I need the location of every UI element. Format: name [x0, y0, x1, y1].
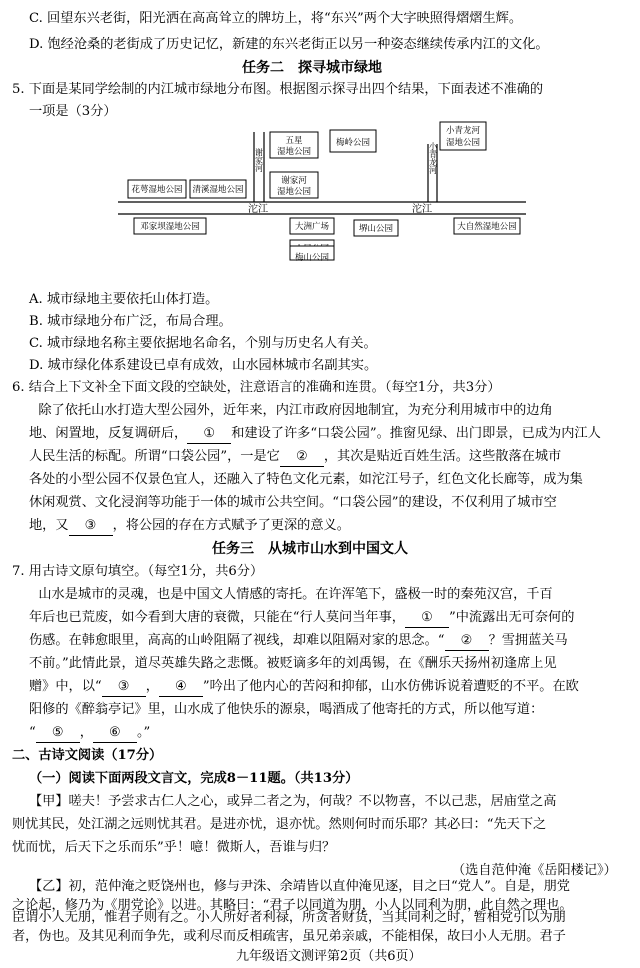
section2-title: 二、古诗文阅读（17分）	[12, 748, 163, 763]
qingxi-label: 清溪湿地公园	[192, 185, 244, 195]
xiejiahe-label-2: 湿地公园	[276, 187, 312, 197]
meishan-label: 梅山公园	[294, 253, 330, 262]
xiaoqinglong-label-1: 小青龙河	[445, 126, 481, 136]
section2-subtitle: （一）阅读下面两段文言文，完成8－11题。（共13分）	[29, 771, 359, 786]
xiejiahe-label-1: 谢家河	[281, 176, 307, 186]
green-space-map	[118, 120, 526, 262]
q5-line2: 一项是（3分）	[29, 104, 117, 119]
page-footer: 九年级语文测评第2页（共6页）	[236, 949, 422, 964]
xiaoqinglonghe-label: 小青龙河	[428, 142, 438, 174]
q6-title: 6. 结合上下文补全下面文段的空缺处，注意语言的准确和连贯。（每空1分，共3分）	[12, 380, 501, 395]
q6-blank-3: ③	[69, 517, 113, 536]
q6-line4: 各处的小型公园不仅景色宜人，还融入了特色文化元素，如沱江号子，红色文化长廊等，成为集	[29, 472, 583, 487]
q6-blank-1: ①	[187, 425, 231, 444]
q7-line2: 年后也已荒废，如今看到大唐的衰微，只能在“行人莫问当年事， ① ”中流露出无可奈何的	[29, 609, 574, 627]
q7-line3: 伤感。在韩愈眼里，高高的山岭阻隔了视线，却难以阻隔对家的思念。“ ② ？雪拥蓝关马	[29, 632, 568, 650]
q7-line7: “ ⑤ ， ⑥ 。”	[29, 724, 150, 742]
task2-title: 任务二 探寻城市绿地	[242, 60, 382, 76]
q7-blank-1: ①	[405, 609, 449, 628]
yi-line3: 臣谓小人无朋，惟君子则有之。小人所好者利禄，所贪者财货，当其同利之时，暂相党引以为朋	[12, 910, 566, 925]
jia-source: （选自范仲淹《岳阳楼记》）	[452, 863, 617, 878]
q5-line1: 5. 下面是某同学绘制的内江城市绿地分布图。根据图示探寻出四个结果，下面表述不准确的	[12, 82, 544, 97]
q7-line5: 赠》中，以“ ③ ， ④ ”吟出了他内心的苦闷和抑郁，山水仿佛诉说着遭贬的不平。在欧	[29, 678, 579, 696]
q7-blank-4: ④	[159, 678, 203, 697]
tuojiang-label-left: 沱江	[248, 204, 268, 215]
jia-line2: 则忧其民，处江湖之远则忧其君。是进亦忧，退亦忧。然则何时而乐耶？其必曰：“先天下之	[12, 817, 547, 832]
q5-option-c: C. 城市绿地名称主要依据地名命名，个别与历史名人有关。	[29, 336, 377, 351]
wuxing-label-2: 湿地公园	[276, 147, 312, 157]
option-c-top: C. 回望东兴老街，阳光洒在高高耸立的牌坊上，将“东兴”两个大字映照得熠熠生辉。	[29, 11, 523, 26]
q6-line6: 地，又 ③ ，将公园的存在方式赋予了更深的意义。	[29, 517, 350, 535]
q7-blank-6: ⑥	[93, 724, 137, 743]
dazhou-label: 大洲广场	[294, 222, 330, 232]
q7-blank-2: ②	[445, 632, 489, 651]
tuojiang-label-right: 沱江	[412, 204, 432, 215]
wuxing-label-1: 五星	[285, 136, 303, 146]
q5-option-a: A. 城市绿地主要依托山体打造。	[29, 292, 219, 307]
q7-line6: 阳修的《醉翁亭记》里，山水成了他快乐的源泉，喝酒成了他寄托的方式，所以他写道：	[29, 702, 544, 717]
q7-title: 7. 用古诗文原句填空。（每空1分，共6分）	[12, 564, 264, 579]
jia-line3: 忧而忧，后天下之乐而乐”乎！噫！微斯人，吾谁与归？	[12, 840, 336, 855]
option-d-top: D. 饱经沧桑的老街成了历史记忆，新建的东兴老街正以另一种姿态继续传承内江的文化。	[29, 37, 549, 52]
xiejiahe-label: 谢家河	[254, 148, 264, 172]
jia-line1: 【甲】嗟夫！予尝求古仁人之心，或异二者之为，何哉？不以物喜，不以己悲，居庙堂之高	[29, 794, 557, 809]
q7-line1: 山水是城市的灵魂，也是中国文人情感的寄托。在许浑笔下，盛极一时的秦苑汉宫，千百	[12, 587, 553, 602]
yi-line2: 之论起，修乃为《朋党论》以进。其略曰：“君子以同道为朋，小人以同利为朋，此自然之理也。	[12, 898, 573, 913]
q5-option-b: B. 城市绿地分布广泛，布局合理。	[29, 314, 232, 329]
q6-blank-2: ②	[280, 448, 324, 467]
task3-title: 任务三 从城市山水到中国文人	[212, 541, 408, 557]
q6-line5: 休闲观赏、文化浸润等功能于一体的城市公共空间。“口袋公园”的建设，不仅利用了城市空	[29, 495, 557, 510]
q6-line1: 除了依托山水打造大型公园外，近年来，内江市政府因地制宜，为充分利用城市中的边角	[12, 403, 553, 418]
q7-line4: 不前。”此情此景，道尽英雄失路之悲慨。被贬谪多年的刘禹锡，在《酬乐天扬州初逢席上见	[29, 656, 557, 671]
dengjiaba-label: 邓家坝湿地公园	[140, 222, 200, 232]
xiaoqinglong-label-2: 湿地公园	[445, 138, 481, 148]
daziran-label: 大自然湿地公园	[457, 222, 517, 232]
huae-label: 花萼湿地公园	[131, 185, 183, 195]
yi-line1: 【乙】初，范仲淹之贬饶州也，修与尹洙、余靖皆以直仲淹见逐，目之曰“党人”。自是，朋党	[29, 879, 570, 894]
q6-line3: 人民生活的标配。所谓“口袋公园”，一是它 ② ，其次是贴近百姓生活。这些散落在城市	[29, 448, 561, 466]
meiling-label: 梅岭公园	[335, 138, 371, 148]
q6-line2: 地、闲置地，反复调研后， ① 和建设了许多“口袋公园”。推窗见绿、出门即景，已成为内江人	[29, 425, 601, 443]
q5-option-d: D. 城市绿化体系建设已卓有成效，山水园林城市名副其实。	[29, 358, 378, 373]
q7-blank-5: ⑤	[36, 724, 80, 743]
yi-line4: 者，伪也。及其见利而争先，或利尽而反相疏害，虽兄弟亲戚，不能相保，故曰小人无朋。君子	[12, 929, 566, 944]
q7-blank-3: ③	[102, 678, 146, 697]
xiaoshan-label: 堺山公园	[358, 224, 394, 234]
